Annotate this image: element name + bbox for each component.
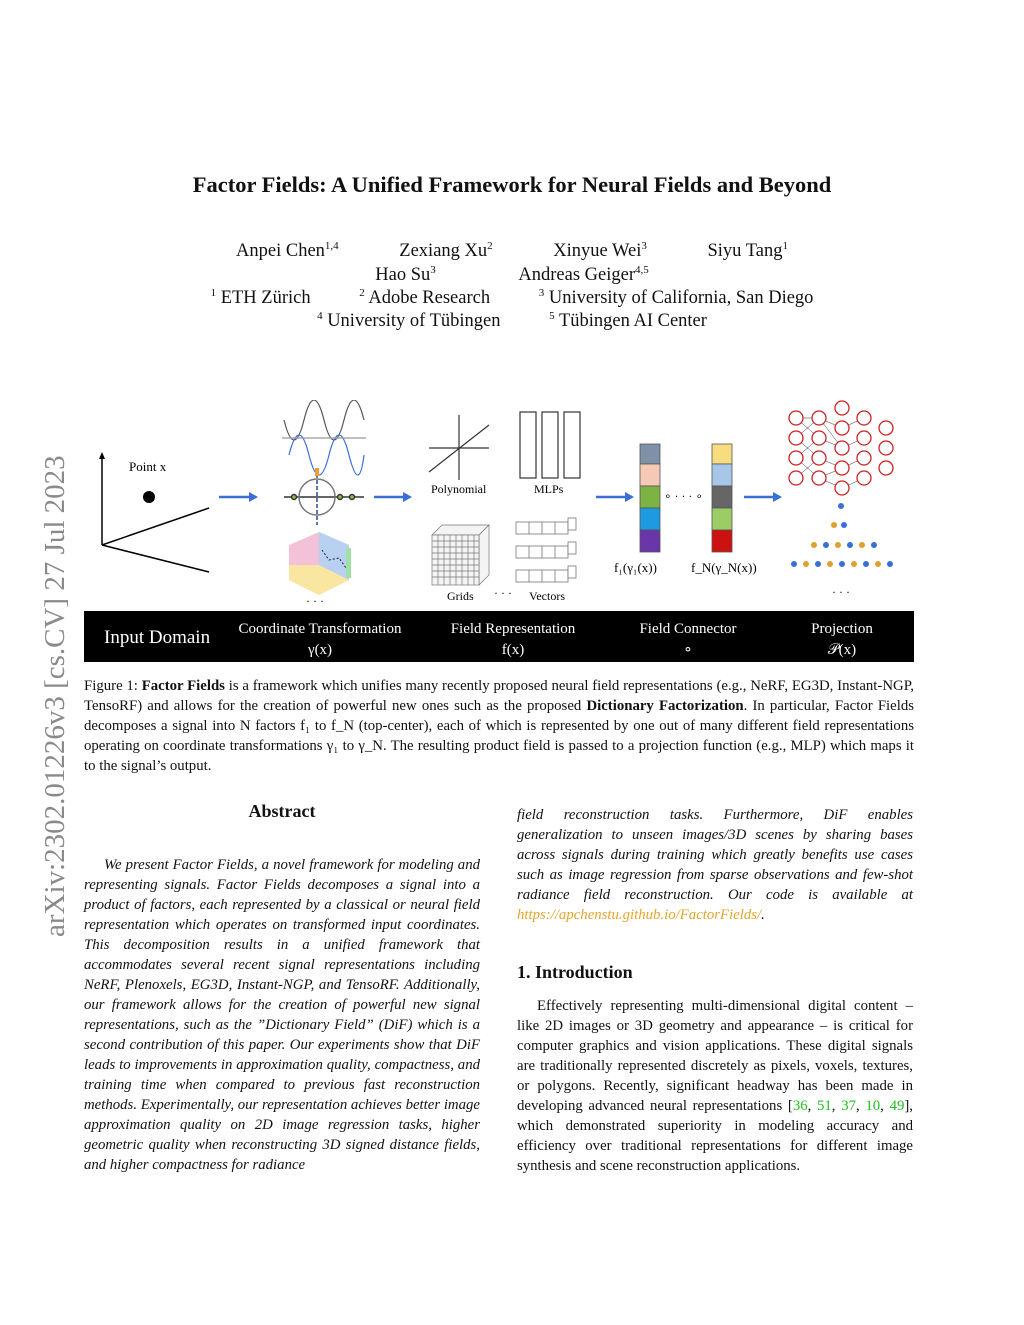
connector-dots: ∘ · · · ∘: [664, 489, 704, 503]
author: Xinyue Wei$^3$: [553, 240, 647, 262]
vectors-label: Vectors: [529, 589, 565, 603]
paper-title: Factor Fields: A Unified Framework for Neural Fields and Beyond: [192, 172, 832, 197]
figure-caption: Figure 1: Factor Fields is a framework which unifies many recently proposed neural field representations (e.g., NeRF, EG3D, Instant-NGP, TensoRF) and allows for the creation of powerful new ones such as the proposed Dictionary Factorization. In particular, Factor Fields decomposes a signal into N factors f₁ to f_N (top-center), each of which is represented by one out of many different field representations operating on coordinate transformations γ₁ to γ_N. The resulting product field is passed to a projection function (e.g., MLP) which maps it to the signal’s output.: [84, 678, 915, 774]
authors-row-2: [0, 264, 1024, 286]
introduction-text: Effectively representing multi-dimensional digital content – like 2D images or 3D geometry and appearance – is critical for computer graphics and vision applications. These digital signals are traditionally represented discretely as pixels, voxels, textures, or polygons. Recently, significant headway has been made in developing advanced neural representations [36, 51, 37, 10, 49], which demonstrated superiority in modeling accuracy and efficiency over traditional representations for different image synthesis and scene reconstruction applications.: [517, 998, 913, 1174]
coord-ellipsis: · · ·: [306, 594, 324, 608]
author: Siyu Tang$^1$: [707, 240, 788, 262]
mlp-blocks: [520, 412, 580, 478]
fN-label: f_N(γ_N(x)): [691, 560, 757, 575]
grids-label: Grids: [447, 589, 474, 603]
introduction-heading: 1. Introduction: [517, 962, 633, 982]
abstract-continuation: field reconstruction tasks. Furthermore, DiF enables generalization to unseen images/3D scenes by sharing bases across signals during training which greatly benefits use cases such as image regression from sparse observations and few-shot radiance field reconstruction. Our code is available at https://apchenstu.github.io/FactorFields/.: [517, 807, 913, 923]
vector-stacks: [516, 518, 576, 582]
basis-glyphs: [791, 503, 893, 567]
stage-projection: Projection: [811, 621, 873, 637]
affiliation: $^3$ University of California, San Diego: [538, 287, 814, 309]
stage-field-representation-symbol: f(x): [501, 642, 525, 658]
citation-link[interactable]: 51: [817, 1098, 832, 1114]
f1-label: f₁(γ₁(x)): [614, 560, 657, 575]
citation-link[interactable]: 10: [865, 1098, 881, 1114]
stage-field-connector: Field Connector: [639, 621, 737, 637]
projection-network: [796, 418, 864, 488]
author: Andreas Geiger$^{4,5}$: [518, 264, 649, 286]
code-link[interactable]: https://apchenstu.github.io/FactorFields/: [517, 907, 762, 923]
polynomial-label: Polynomial: [431, 482, 487, 496]
stage-input-domain: Input Domain: [104, 627, 211, 648]
factor-fN: [712, 444, 732, 552]
affiliation: $^5$ Tübingen AI Center: [549, 310, 707, 332]
sinusoid-transform: [282, 400, 366, 475]
affiliations-row-1: [0, 287, 1024, 309]
affiliation: $^2$ Adobe Research: [359, 287, 491, 309]
grid-ellipsis: · · ·: [494, 586, 512, 600]
polynomial-plot: [429, 415, 489, 480]
point-marker: [143, 491, 155, 503]
stage-coordinate-transformation: Coordinate Transformation: [238, 621, 402, 637]
arxiv-identifier: [20, 365, 80, 945]
citation-link[interactable]: 37: [841, 1098, 856, 1114]
point-label: Point x: [129, 459, 167, 474]
stage-projection-symbol: 𝒫(x): [827, 642, 857, 658]
citation-link[interactable]: 49: [889, 1098, 905, 1114]
affiliation: $^1$ ETH Zürich: [210, 287, 311, 309]
authors-row-1: [0, 240, 1024, 262]
grid-cube: [432, 525, 489, 585]
figure-1: [84, 400, 914, 662]
citation-link[interactable]: 36: [792, 1098, 808, 1114]
network-nodes: [789, 401, 893, 495]
affiliations-row-2: [0, 310, 1024, 332]
author: Anpei Chen$^{1,4}$: [236, 240, 339, 262]
factor-f1: [640, 444, 660, 552]
stage-field-representation: Field Representation: [450, 621, 576, 637]
author: Hao Su$^3$: [375, 264, 436, 286]
stage-field-connector-symbol: ∘: [683, 642, 693, 658]
mlps-label: MLPs: [534, 482, 564, 496]
stage-coordinate-transformation-symbol: γ(x): [307, 642, 333, 658]
hash-transform: [284, 468, 364, 525]
author: Zexiang Xu$^2$: [399, 240, 493, 262]
abstract-heading: Abstract: [248, 801, 316, 821]
projection-ellipsis: · · ·: [832, 585, 850, 599]
affiliation: $^4$ University of Tübingen: [317, 310, 501, 332]
abstract-text: We present Factor Fields, a novel framework for modeling and representing signals. Factor Fields decomposes a signal into a product of factors, each represented by a classical or neural field representation which operates on transformed input coordinates. This decomposition results in a unified framework that accommodates several recent signal representations including NeRF, Plenoxels, EG3D, Instant-NGP, and TensoRF. Additionally, our framework allows for the creation of powerful new signal representations, such as the ”Dictionary Field” (DiF) which is a second contribution of this paper. Our experiments show that DiF leads to improvements in approximation quality, compactness, and training time when compared to previous fast reconstruction methods. Experimentally, our representation achieves better image approximation quality on 2D image regression tasks, higher geometric quality when reconstructing 3D signed distance fields, and higher compactness for radiance: [84, 857, 480, 1173]
arxiv-identifier-text: arXiv:2302.01226v3 [cs.CV] 27 Jul 2023: [39, 455, 71, 937]
cube-transform: [289, 532, 351, 595]
